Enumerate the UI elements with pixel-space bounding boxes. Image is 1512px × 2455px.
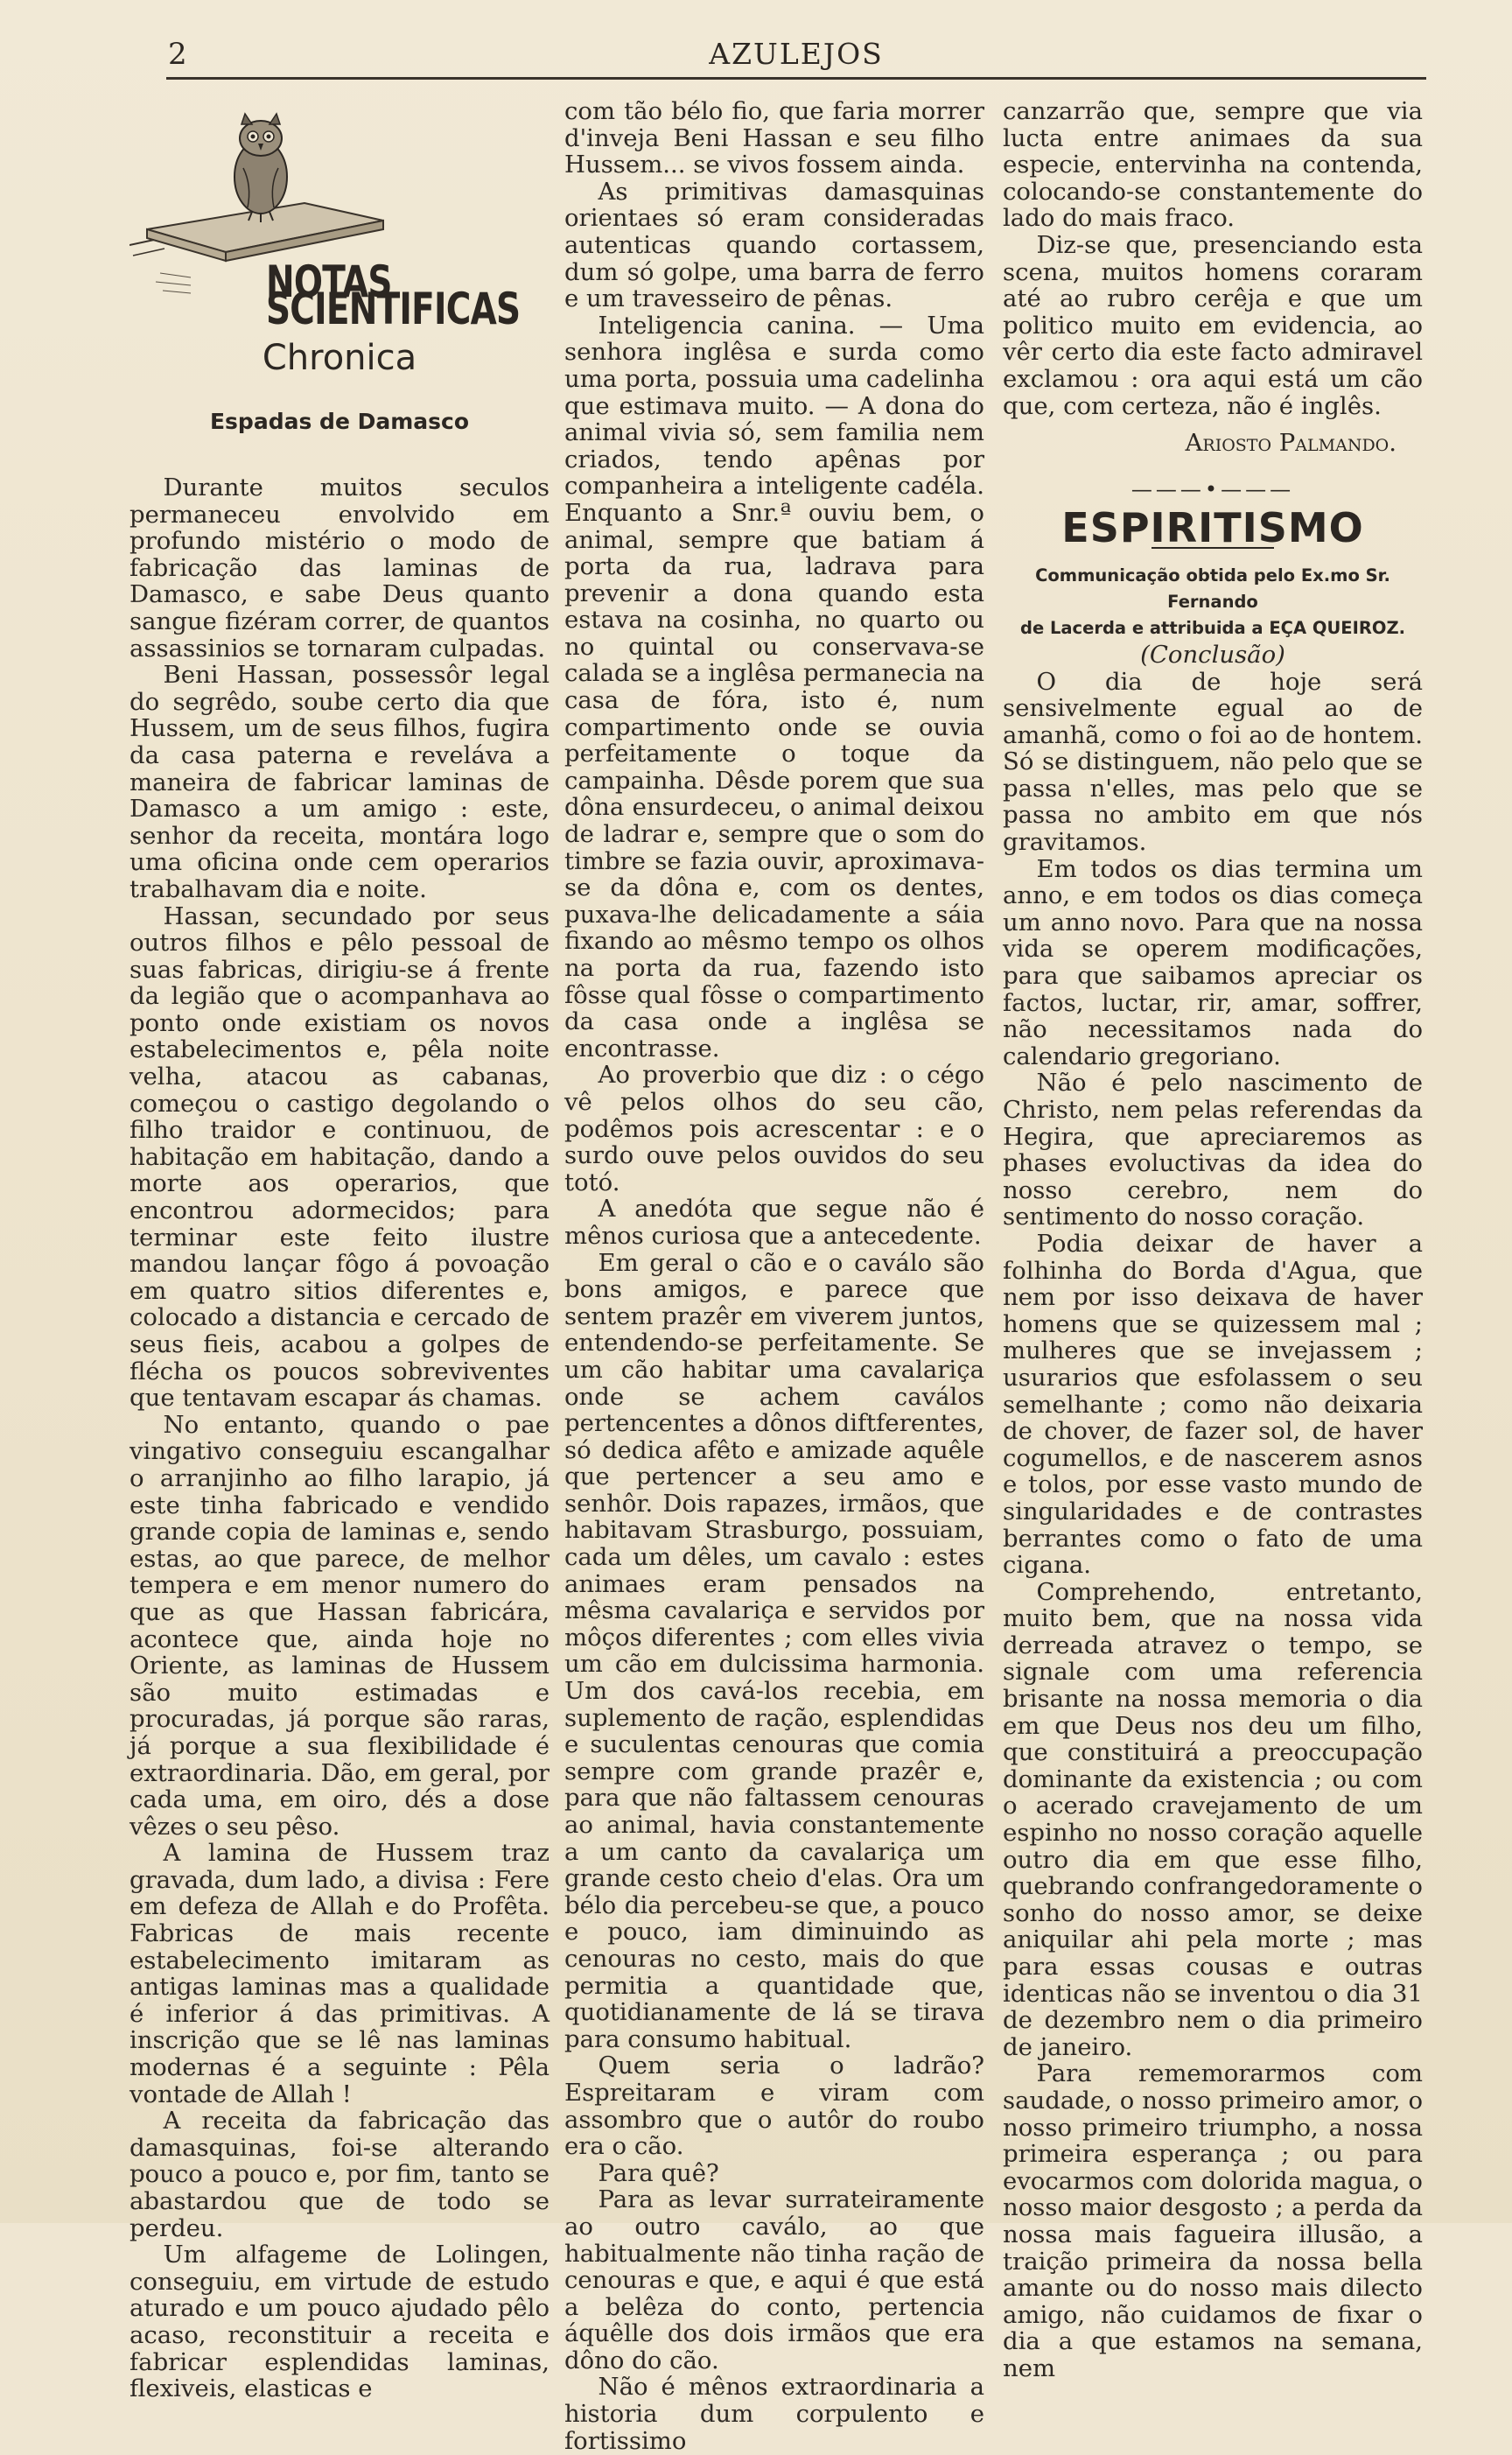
paragraph: Não é pelo nascimento de Christo, nem pelas referendas da Hegira, que apreciaremos as phases evoluctivas da idea do nosso cerebro, nem do sentimento do nosso coração. <box>1003 1069 1423 1231</box>
paragraph: canzarrão que, sempre que via lucta entre animaes da sua especie, entervinha na contenda, colocando-se constantemente do lado do mais fraco. <box>1003 97 1423 233</box>
paragraph: Inteligencia canina. — Uma senhora inglêsa e surda como uma porta, possuia uma cadelinha que estimava muito. — A dona do animal vivia só, sem familia nem criados, tendo apênas por companheira a inteligente cadéla. Enquanto a Snr.ª ouviu bem, o animal, sempre que batiam á porta da rua, ladrava para prevenir a dona quando esta estava na cosinha, no quarto ou no quintal ou conservava-se calada se a inglêsa permanecia na casa de fóra, isto é, num compartimento onde se ouvia perfeitamente o toque da campainha. Dêsde porem que sua dôna ensurdeceu, o animal deixou de ladrar e, sempre que o som do timbre se fazia ouvir, aproximava-se da dôna e, com os dentes, puxava-lhe delicadamente a sáia fixando ao mêsmo tempo os olhos na porta da rua, fazendo isto fôsse qual fôsse o compartimento da casa onde a inglêsa se encontrasse. <box>564 311 984 1063</box>
communication-line: Communicação obtida pelo Ex.mo Sr. Fernando <box>1035 565 1390 612</box>
section-title: ESPIRITISMO <box>1061 504 1364 552</box>
paragraph: Em todos os dias termina um anno, e em todos os dias começa um anno novo. Para que na nossa vida se operem modificações, para que saibamos apreciar os factos, luctar, rir, amar, soffrer, não necessitamos nada do calendario gregoriano. <box>1003 854 1423 1070</box>
paragraph: A lamina de Hussem traz gravada, dum lado, a divisa : Fere em defeza de Allah e do Profêta. Fabricas de mais recente estabelecimento imitaram as antigas laminas mas a qualidade é inferior á das primitivas. A inscrição que se lê nas laminas modernas é a seguinte : Pêla vontade de Allah ! <box>130 1839 550 2108</box>
paragraph: Diz-se que, presenciando esta scena, muitos homens coraram até ao rubro cerêja e que um politico muito em evidencia, ao vêr certo dia este facto admiravel exclamou : ora aqui está um cão que, com certeza, não é inglês. <box>1003 230 1423 420</box>
paragraph: A anedóta que segue não é mênos curiosa que a antecedente. <box>564 1195 984 1250</box>
paragraph: Para rememorarmos com saudade, o nosso primeiro amor, o nosso primeiro triumpho, a nossa primeira esperança ; ou para evocarmos com dolorida magua, o nosso maior desgosto ; a perda da nossa mais fagueira illusão, a traição primeira da nossa bella amante ou do nosso mais dilecto amigo, não cuidamos de fixar o dia a que estamos na semana, nem <box>1003 2059 1423 2382</box>
section-masthead <box>130 98 550 474</box>
paragraph: Durante muitos seculos permaneceu envolvido em profundo mistério o modo de fabricação das laminas de Damasco, e sabe Deus quanto sangue fizéram correr, de quantos assassinios se tornaram culpadas. <box>130 473 550 663</box>
column-1 <box>130 98 550 2402</box>
paragraph: Ao proverbio que diz : o cégo vê pelos olhos do seu cão, podêmos pois acrescentar : e o surdo ouve pelos ouvidos do seu totó. <box>564 1061 984 1196</box>
communication-line: de Lacerda e attribuida a EÇA QUEIROZ. <box>1020 617 1405 638</box>
paragraph: Comprehendo, entretanto, muito bem, que na nossa vida derreada atravez o tempo, se signale com uma referencia brisante na nossa memoria o dia em que Deus nos deu um filho, que constituirá a preoccupação dominante da existencia ; ou com o acerado cravejamento de um espinho no nosso coração aquelle outro dia em que esse filho, quebrando confrangedoramente o sonho do nosso amor, se deixe aniquilar ahi pela morte ; mas para essas cousas e outras identicas não se inventou o dia 31 de dezembro nem o dia primeiro de janeiro. <box>1003 1577 1423 2061</box>
page-number: 2 <box>168 37 187 72</box>
article-title: Espadas de Damasco <box>209 409 470 434</box>
paragraph: Em geral o cão e o caválo são bons amigos, e parece que sentem prazêr em viverem juntos, entendendo-se perfeitamente. Se um cão habitar uma cavalariça onde se achem caválos pertencentes a dônos diftferentes, só dedica afêto e amizade aquêle que pertencer a seu amo e senhôr. Dois rapazes, irmãos, que habitavam Strasburgo, possuiam, cada um dêles, um cavalo : estes animaes eram pensados na mêsma cavalariça e servidos por môços diferentes ; com elles vivia um cão em dulcissima harmonia. Um dos cavá-los recebia, em suplemento de ração, esplendidas e suculentas cenouras que comia sempre com grande prazêr e, para que não faltassem cenouras ao animal, havia constantemente a um canto da cavalariça um grande cesto cheio d'elas. Ora um bélo dia percebeu-se que, a pouco e pouco, iam diminuindo as cenouras no cesto, mais do que permitia a quantidade que, quotidianamente de lá se tirava para consumo habitual. <box>564 1248 984 2053</box>
paragraph: As primitivas damasquinas orientaes só eram consideradas autenticas quando cortassem, dum só golpe, uma barra de ferro e um travesseiro de pênas. <box>564 177 984 313</box>
paragraph: O dia de hoje será sensivelmente egual ao de amanhã, como o foi ao de hontem. Só se distinguem, não pelo que se passa n'elles, mas pelo que se passa no ambito em que nós gravitamos. <box>1003 667 1423 857</box>
section-title: NOTAS SCIENTIFICAS <box>266 256 521 334</box>
conclusion-label: (Conclusão) <box>1140 640 1285 669</box>
paragraph: Para as levar surrateiramente ao outro caválo, ao que habitualmente não tinha ração de cenouras e que, e aqui é que está a belêza do conto, pertencia áquêlle dos dois irmãos que era dôno do cão. <box>564 2185 984 2374</box>
column-2 <box>564 98 984 2454</box>
paragraph: Não é mênos extraordinaria a historia dum corpulento e fortissimo <box>564 2373 984 2455</box>
paragraph: No entanto, quando o pae vingativo conseguiu escangalhar o arranjinho ao filho larapio, já este tinha fabricado e vendido grande copia de laminas e, sendo estas, ao que parece, de melhor tempera e em menor numero do que as que Hassan fabricára, acontece que, ainda hoje no Oriente, as laminas de Hussem são muito estimadas e procuradas, já porque são raras, já porque a sua flexibilidade é extraordinaria. Dão, em geral, por cada uma, em oiro, dés a dose vêzes o seu pêso. <box>130 1410 550 1841</box>
paragraph: A receita da fabricação das damasquinas, foi-se alterando pouco a pouco e, por fim, tanto se abastardou que de todo se perdeu. <box>130 2107 550 2242</box>
paragraph: com tão bélo fio, que faria morrer d'inveja Beni Hassan e seu filho Hussem... se vivos fossem ainda. <box>564 97 984 179</box>
paragraph: Quem seria o ladrão? Espreitaram e viram com assombro que o autôr do roubo era o cão. <box>564 2052 984 2161</box>
subsection-title: Chronica <box>262 338 417 378</box>
column-3 <box>1003 98 1423 2382</box>
paragraph: Beni Hassan, possessôr legal do segrêdo, soube certo dia que Hussem, um de seus filhos, fugira da casa paterna e reveláva a maneira de fabricar laminas de Damasco a um amigo : este, senhor da receita, montára logo uma oficina onde cem operarios trabalhavam dia e noite. <box>130 661 550 903</box>
author-signature: Ariosto Palmando. <box>1185 429 1396 458</box>
paragraph: Podia deixar de haver a folhinha do Borda d'Agua, que nem por isso deixava de haver homens que se quizessem mal ; mulheres que se invejassem ; usurarios que esfolassem o seu semelhante ; como não deixaria de chover, de fazer sol, de haver cogumellos, e de nascerem asnos e tolos, por esse vasto mundo de singularidades e de contrastes berrantes como o fato de uma cigana. <box>1003 1229 1423 1580</box>
paragraph: Hassan, secundado por seus outros filhos e pêlo pessoal de suas fabricas, dirigiu-se á frente da legião que o acompanhava ao ponto onde existiam os novos estabelecimentos e, pêla noite velha, atacou as cabanas, começou o castigo degolando o filho traidor e continuou, de habitação em habitação, dando a morte aos operarios, que encontrou adormecidos; para terminar este feito ilustre mandou lançar fôgo á povoação em quatro sitios diferentes e, colocado a distancia e cercado de seus fieis, acabou a golpes de flécha os poucos sobreviventes que tentavam escapar ás chamas. <box>130 901 550 1413</box>
page-header <box>166 35 1426 80</box>
paragraph: Um alfageme de Lolingen, conseguiu, em virtude de estudo aturado e um pouco ajudado pêlo acaso, reconstituir a receita e fabricar esplendidas laminas, flexiveis, elasticas e <box>130 2241 550 2403</box>
communication-note <box>1003 563 1423 642</box>
paragraph: Para quê? <box>598 2158 719 2187</box>
running-title: AZULEJOS <box>709 37 884 71</box>
section-divider: ———•——— <box>1130 476 1295 502</box>
